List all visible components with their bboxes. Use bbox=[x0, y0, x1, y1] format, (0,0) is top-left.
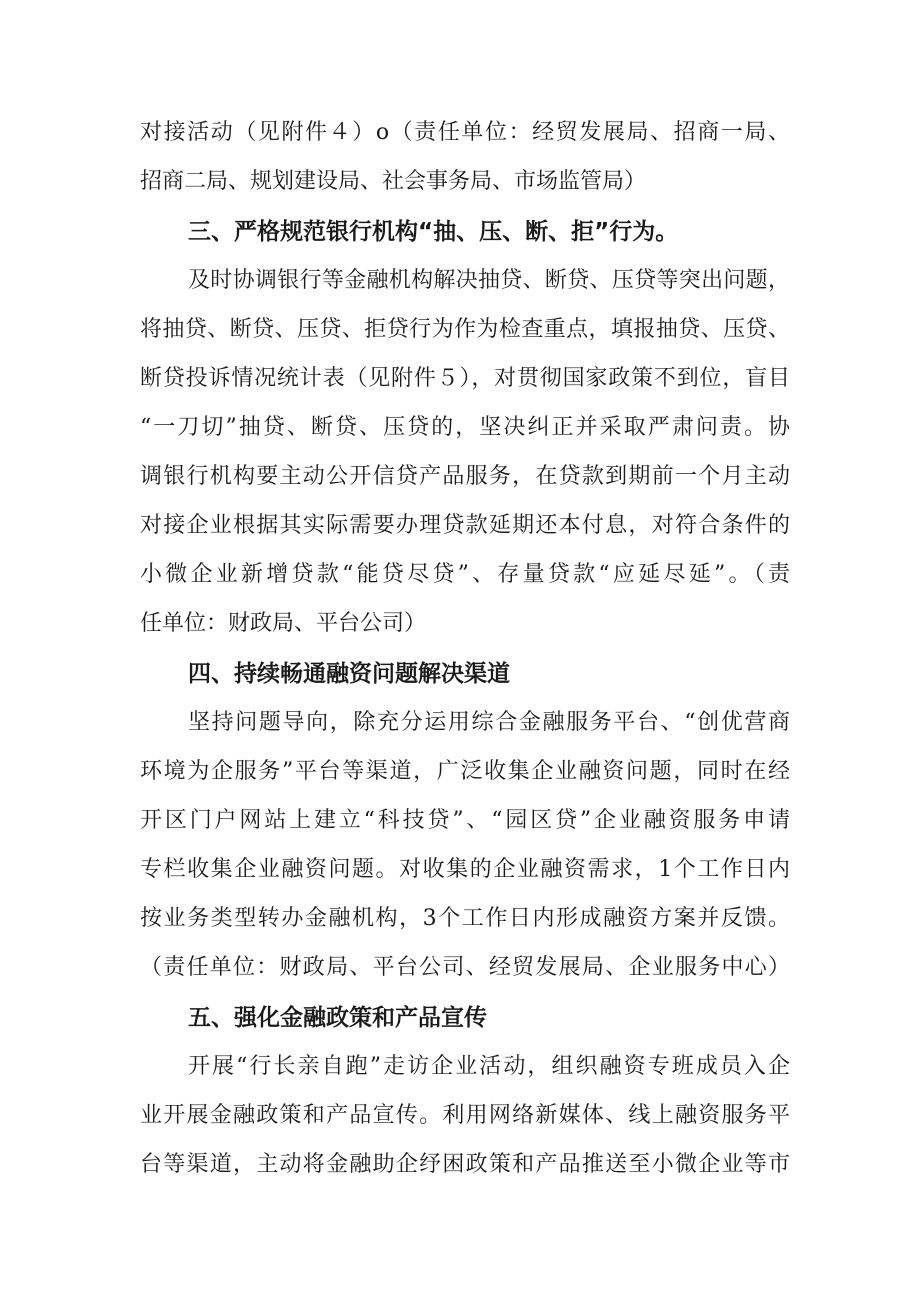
body-line: 及时协调银行等金融机构解决抽贷、断贷、压贷等突出问题， bbox=[188, 268, 790, 293]
body-line: 专栏收集企业融资问题。对收集的企业融资需求，1个工作日内 bbox=[140, 857, 790, 882]
body-line: 业开展金融政策和产品宣传。利用网络新媒体、线上融资服务平 bbox=[140, 1103, 790, 1128]
section-heading-5: 五、强化金融政策和产品宣传 bbox=[188, 1005, 487, 1031]
body-line: 任单位：财政局、平台公司） bbox=[140, 611, 427, 636]
body-line: 坚持问题导向，除充分运用综合金融服务平台、“创优营商 bbox=[188, 710, 790, 735]
body-line: “一刀切”抽贷、断贷、压贷的，坚决纠正并采取严肃问责。协 bbox=[140, 415, 790, 440]
body-line: 开区门户网站上建立“科技贷”、“园区贷”企业融资服务申请 bbox=[140, 808, 790, 833]
body-line: 调银行机构要主动公开信贷产品服务，在贷款到期前一个月主动 bbox=[140, 464, 790, 489]
body-line: 将抽贷、断贷、压贷、拒贷行为作为检查重点，填报抽贷、压贷、 bbox=[140, 317, 790, 342]
body-line: 小微企业新增贷款“能贷尽贷”、存量贷款“应延尽延”。（责 bbox=[140, 562, 790, 587]
body-line: 开展“行长亲自跑”走访企业活动，组织融资专班成员入企 bbox=[188, 1054, 790, 1079]
body-line: 台等渠道，主动将金融助企纾困政策和产品推送至小微企业等市 bbox=[140, 1152, 790, 1177]
body-line: 断贷投诉情况统计表（见附件５），对贯彻国家政策不到位，盲目 bbox=[140, 366, 790, 391]
body-line: 对接企业根据其实际需要办理贷款延期还本付息，对符合条件的 bbox=[140, 513, 790, 538]
body-line: 对接活动（见附件４）o（责任单位：经贸发展局、招商一局、 bbox=[140, 120, 790, 145]
body-line: 环境为企服务”平台等渠道，广泛收集企业融资问题，同时在经 bbox=[140, 759, 790, 784]
body-line: （责任单位：财政局、平台公司、经贸发展局、企业服务中心） bbox=[140, 955, 790, 980]
body-line: 招商二局、规划建设局、社会事务局、市场监管局） bbox=[140, 169, 647, 194]
section-heading-3: 三、严格规范银行机构“抽、压、断、拒”行为。 bbox=[188, 219, 679, 245]
section-heading-4: 四、持续畅通融资问题解决渠道 bbox=[188, 661, 510, 687]
body-line: 按业务类型转办金融机构，3个工作日内形成融资方案并反馈。 bbox=[140, 906, 790, 931]
